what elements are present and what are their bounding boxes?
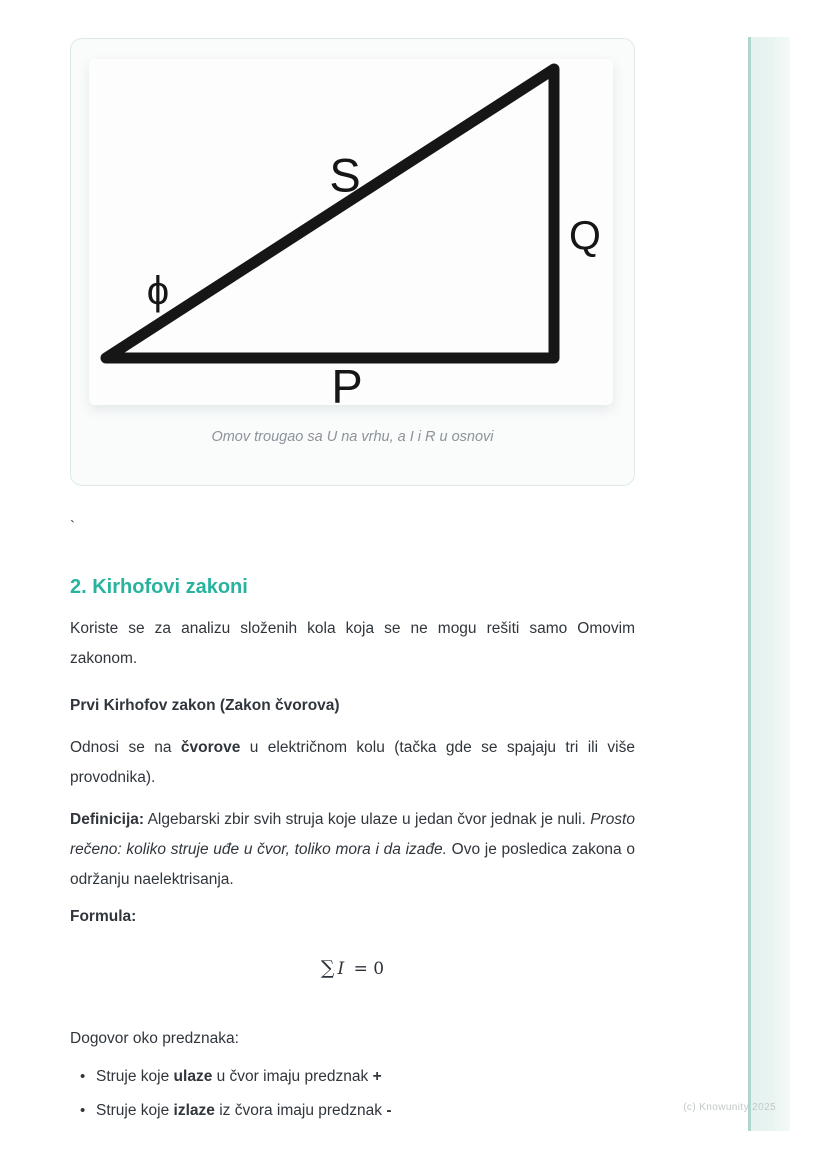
list-item-text: Struje koje izlaze iz čvora imaju predznak - <box>96 1102 392 1119</box>
section-heading: 2. Kirhofovi zakoni <box>70 576 248 598</box>
triangle-label-right-side: Q <box>569 212 601 259</box>
list-item <box>70 1096 635 1126</box>
list-item <box>70 1062 635 1092</box>
bullet-icon: • <box>80 1102 86 1119</box>
sigma-symbol: ∑ <box>320 957 335 979</box>
figure-caption: Omov trougao sa U na vrhu, a I i R u osnovi <box>211 429 494 445</box>
figure-card <box>70 38 635 486</box>
sign-convention-list <box>70 1062 635 1130</box>
triangle-label-angle: ϕ <box>146 269 170 313</box>
subheading-first-law: Prvi Kirhofov zakon (Zakon čvorova) <box>70 697 340 714</box>
triangle-drawing <box>89 59 613 405</box>
triangle-figure <box>89 59 613 413</box>
stray-backtick: ` <box>70 518 75 535</box>
paragraph-intro: Koriste se za analizu složenih kola koja se ne mogu rešiti samo Omovim zakonom. <box>70 620 635 667</box>
formula-label: Formula: <box>70 908 137 925</box>
bullet-icon: • <box>80 1068 86 1085</box>
paragraph-definition: Definicija: Algebarski zbir svih struja koje ulaze u jedan čvor jednak je nuli. Prosto rečeno: koliko struje uđe u čvor, toliko mora i da izađe. Ovo je posledica zakona o održanju naelektrisanja. <box>70 811 635 888</box>
list-item-text: Struje koje ulaze u čvor imaju predznak + <box>96 1068 382 1085</box>
formula-variable: I <box>337 959 345 979</box>
watermark-text: (c) Knowunity 2025 <box>683 1102 776 1113</box>
paragraph-nodes: Odnosi se na čvorove u električnom kolu (tačka gde se spajaju tri ili više provodnika). <box>70 739 635 786</box>
sign-convention-label: Dogovor oko predznaka: <box>70 1030 239 1047</box>
scrollbar-panel[interactable] <box>748 37 790 1131</box>
formula-sum-i-zero <box>70 953 635 984</box>
formula-rest: = 0 <box>353 959 385 979</box>
triangle-label-base: P <box>331 359 363 413</box>
triangle-label-hypotenuse: S <box>329 148 361 202</box>
